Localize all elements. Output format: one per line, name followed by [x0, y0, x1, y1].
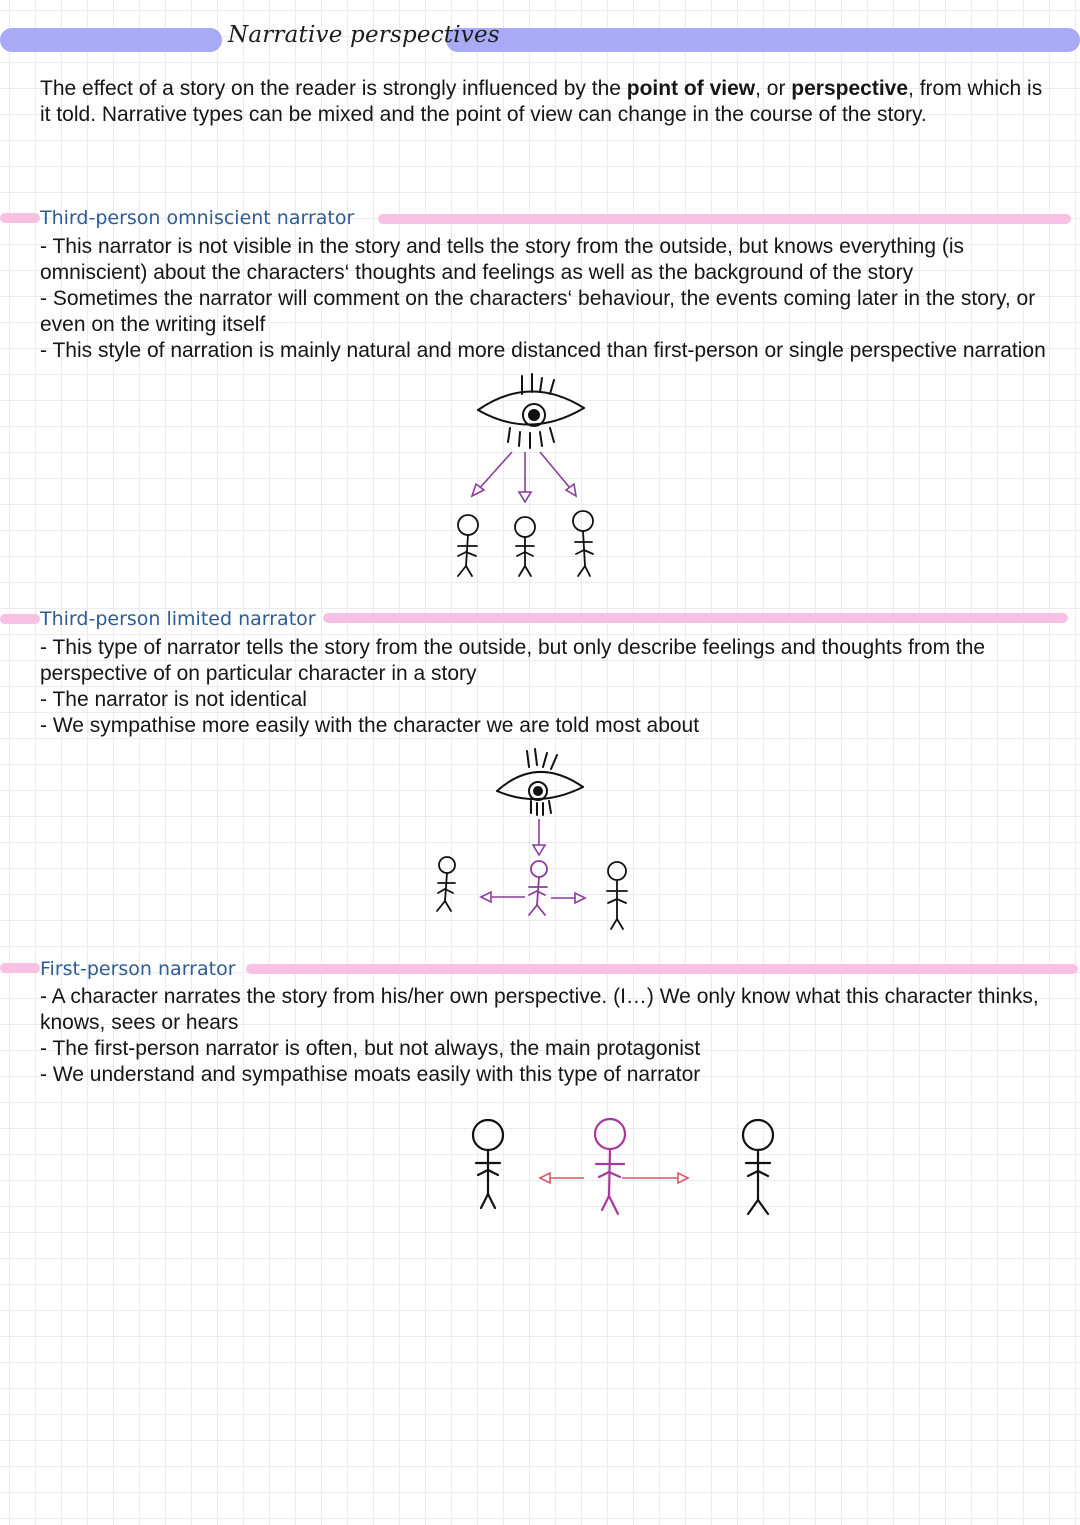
section-highlight: [0, 963, 40, 973]
title-highlight-left: [0, 28, 222, 52]
stick-figure-icon: [473, 1120, 503, 1208]
section-title-limited: Third-person limited narrator: [40, 608, 316, 630]
stick-figure-icon: [595, 1119, 625, 1214]
limited-diagram: [425, 745, 645, 935]
section-title-first-person: First-person narrator: [40, 958, 236, 980]
bullet-list-limited: [40, 635, 1050, 739]
arrow-icon: [533, 819, 545, 855]
section-highlight: [0, 614, 40, 624]
term-perspective: perspective: [791, 77, 909, 100]
page-title: Narrative perspectives: [228, 22, 500, 48]
stick-figure-icon: [437, 857, 455, 911]
section-highlight: [0, 213, 40, 223]
first-person-diagram: [450, 1110, 790, 1225]
list-item: - The narrator is not identical: [40, 688, 307, 711]
bullet-list-omniscient: [40, 234, 1050, 364]
stick-figure-icon: [458, 515, 478, 576]
section-highlight: [323, 613, 1068, 623]
arrow-icon: [472, 452, 576, 502]
omniscient-diagram: [430, 370, 630, 580]
term-point-of-view: point of view: [626, 77, 756, 100]
stick-figure-icon: [515, 517, 535, 576]
list-item: - This type of narrator tells the story from the outside, but only describe feelings and thoughts from the perspective of on particular character in a story: [40, 636, 986, 685]
arrow-icon: [540, 1173, 584, 1183]
stick-figure-icon: [529, 861, 547, 915]
arrow-icon: [551, 893, 585, 903]
section-highlight: [246, 964, 1078, 974]
stick-figure-icon: [743, 1120, 773, 1214]
list-item: - We sympathise more easily with the character we are told most about: [40, 714, 700, 737]
stick-figure-icon: [573, 511, 593, 576]
arrow-icon: [622, 1173, 688, 1183]
bullet-list-first-person: [40, 984, 1050, 1088]
intro-paragraph: The effect of a story on the reader is strongly influenced by the point of view, or perspective, from which is it told. Narrative types can be mixed and the point of view can change in the course of the story.: [40, 77, 1043, 126]
arrow-icon: [481, 892, 525, 902]
stick-figure-icon: [607, 862, 627, 929]
title-highlight-right: [446, 28, 1080, 52]
list-item: - Sometimes the narrator will comment on the characters‘ behaviour, the events coming later in the story, or even on the writing itself: [40, 287, 1036, 336]
eye-icon: [478, 374, 584, 448]
list-item: - This style of narration is mainly natural and more distanced than first-person or single perspective narration: [40, 339, 1046, 362]
list-item: - This narrator is not visible in the story and tells the story from the outside, but knows everything (is omniscient) about the characters‘ thoughts and feelings as well as the background of the story: [40, 235, 965, 284]
section-highlight: [378, 214, 1071, 224]
section-title-omniscient: Third-person omniscient narrator: [40, 207, 355, 229]
list-item: - We understand and sympathise moats easily with this type of narrator: [40, 1063, 701, 1086]
eye-icon: [497, 749, 583, 815]
list-item: - A character narrates the story from his/her own perspective. (I…) We only know what this character thinks, knows, sees or hears: [40, 985, 1039, 1034]
list-item: - The first-person narrator is often, but not always, the main protagonist: [40, 1037, 701, 1060]
